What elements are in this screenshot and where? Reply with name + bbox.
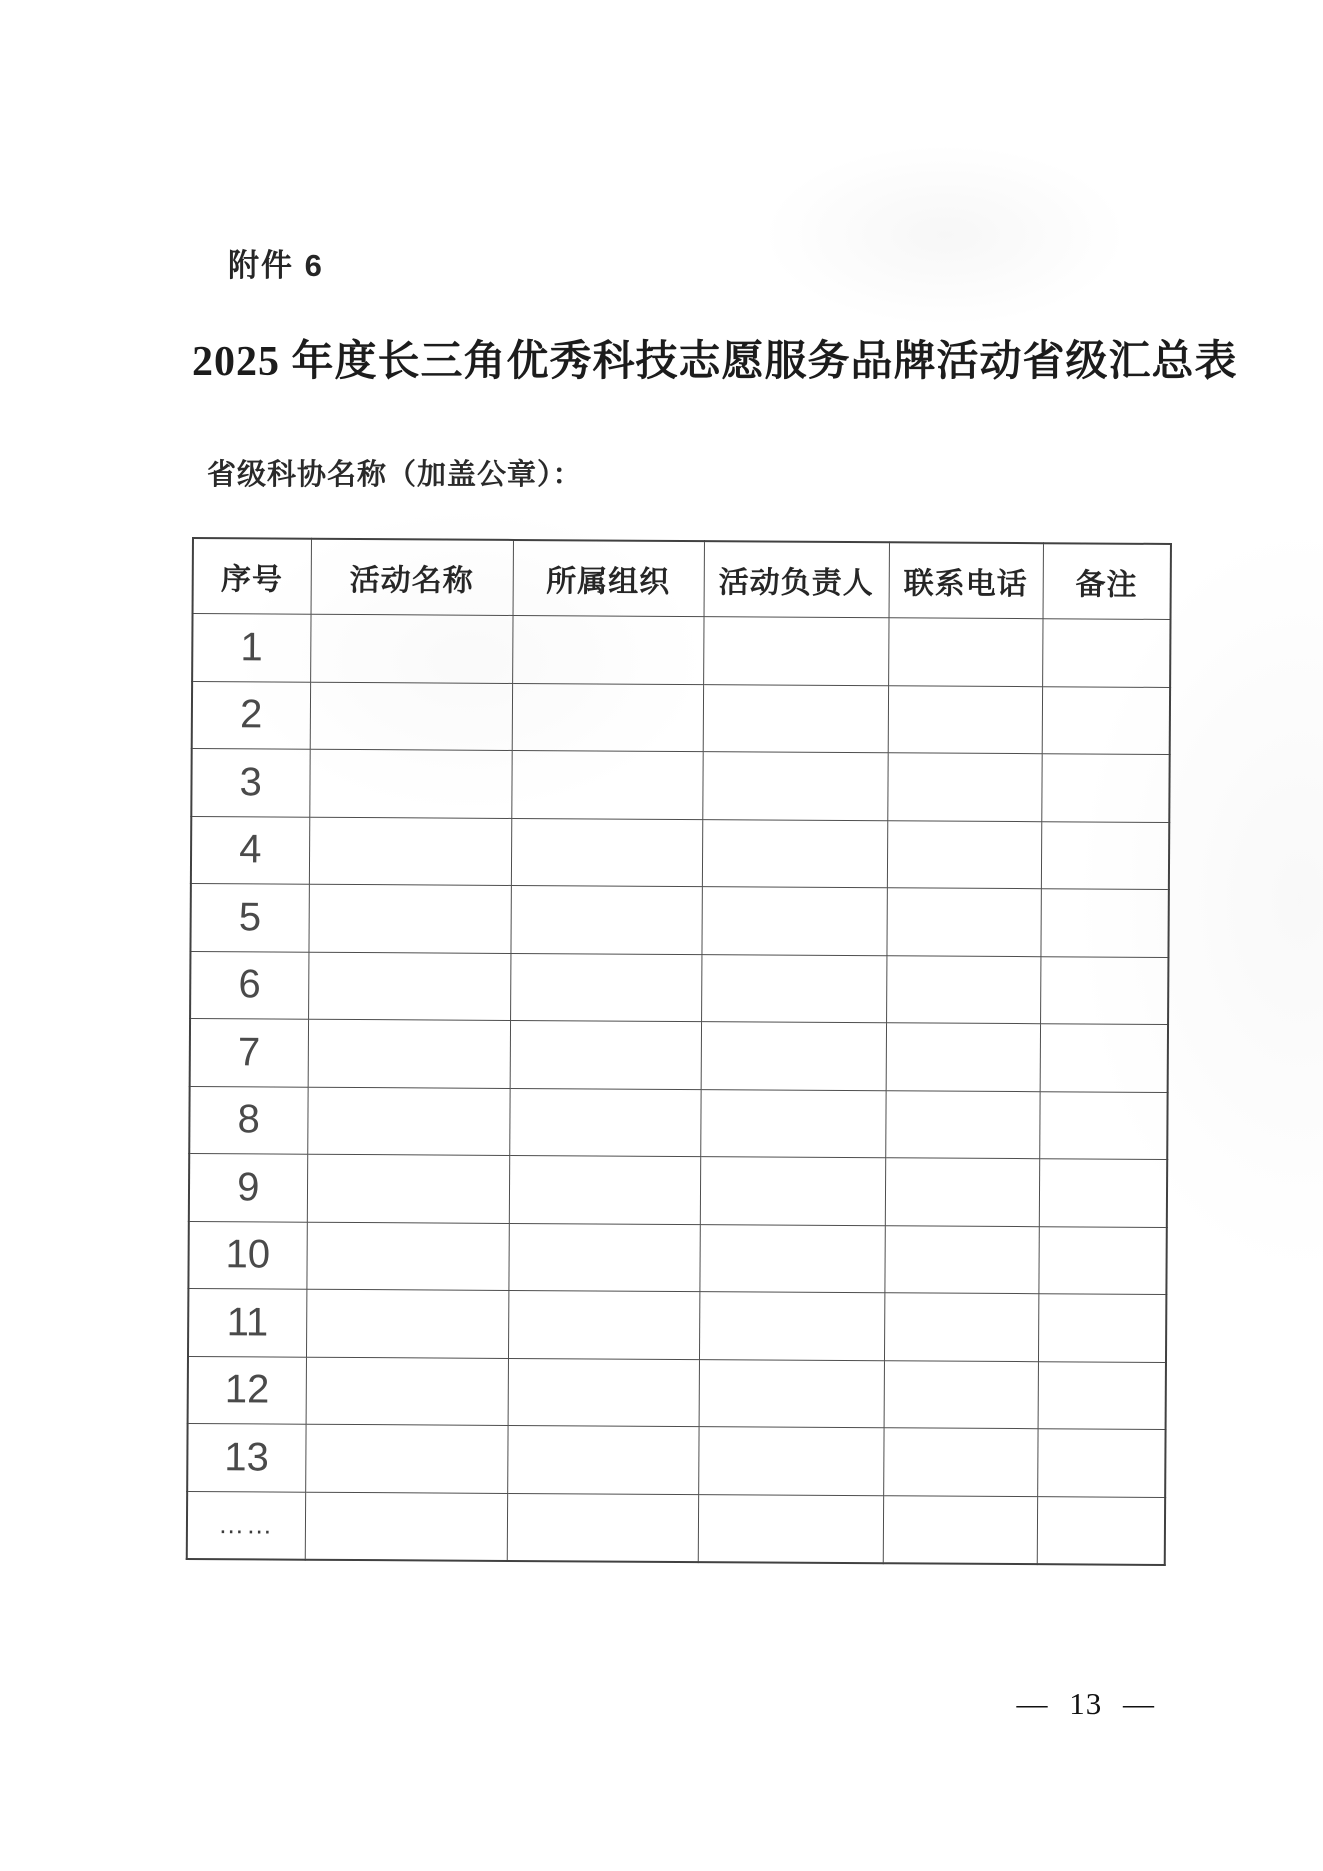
attachment-label: 附件 6 — [228, 248, 324, 283]
empty-cell — [307, 1154, 509, 1223]
empty-cell — [510, 1020, 701, 1089]
empty-cell — [308, 1019, 510, 1088]
empty-cell — [698, 1427, 883, 1496]
row-number-cell: 6 — [190, 951, 308, 1019]
empty-cell — [885, 1158, 1039, 1226]
empty-cell — [701, 887, 886, 956]
row-number-cell: 4 — [191, 816, 309, 884]
empty-cell — [885, 1090, 1039, 1158]
table-row — [189, 1086, 1167, 1159]
empty-cell — [511, 750, 702, 819]
empty-cell — [888, 618, 1042, 686]
empty-cell — [507, 1425, 698, 1494]
row-number-cell: 13 — [187, 1423, 305, 1491]
empty-cell — [887, 820, 1041, 888]
empty-cell — [698, 1494, 883, 1563]
col-header-phone: 联系电话 — [889, 542, 1043, 618]
empty-cell — [1041, 754, 1169, 822]
col-header-leader: 活动负责人 — [704, 541, 889, 618]
empty-cell — [699, 1359, 884, 1428]
row-number-cell: 2 — [192, 681, 310, 749]
col-header-index: 序号 — [193, 538, 311, 614]
empty-cell — [1040, 1024, 1168, 1092]
table-row — [188, 1288, 1166, 1361]
row-number-cell: 8 — [189, 1086, 307, 1154]
empty-cell — [305, 1492, 507, 1561]
empty-cell — [508, 1290, 699, 1359]
table-row — [187, 1491, 1165, 1565]
table-header-row — [193, 538, 1171, 619]
empty-cell — [888, 685, 1042, 753]
empty-cell — [699, 1292, 884, 1361]
col-header-activity-name: 活动名称 — [311, 539, 513, 616]
row-number-cell: 11 — [188, 1288, 306, 1356]
empty-cell — [703, 617, 888, 686]
page-title: 2025 年度长三角优秀科技志愿服务品牌活动省级汇总表 — [192, 339, 1238, 385]
row-number-cell: 10 — [188, 1221, 306, 1289]
table-row — [192, 681, 1170, 754]
empty-cell — [1042, 619, 1170, 687]
empty-cell — [308, 952, 510, 1021]
empty-cell — [886, 888, 1040, 956]
empty-cell — [1039, 1091, 1167, 1159]
empty-cell — [310, 614, 512, 683]
page-number: — 13 — — [1016, 1686, 1155, 1721]
col-header-organization: 所属组织 — [513, 540, 704, 617]
empty-cell — [306, 1289, 508, 1358]
empty-cell — [701, 1022, 886, 1091]
row-number-cell: 9 — [189, 1153, 307, 1221]
empty-cell — [308, 884, 510, 953]
table-row — [191, 816, 1169, 889]
empty-cell — [507, 1493, 698, 1562]
empty-cell — [508, 1223, 699, 1292]
empty-cell — [1041, 821, 1169, 889]
empty-cell — [1038, 1361, 1166, 1429]
empty-cell — [306, 1357, 508, 1426]
empty-cell — [1039, 1159, 1167, 1227]
empty-cell — [702, 819, 887, 888]
empty-cell — [884, 1225, 1038, 1293]
empty-cell — [508, 1358, 699, 1427]
empty-cell — [309, 749, 511, 818]
empty-cell — [1040, 889, 1168, 957]
table-row — [191, 749, 1169, 822]
table-row — [190, 1018, 1168, 1091]
empty-cell — [310, 682, 512, 751]
row-number-cell: 1 — [192, 614, 310, 682]
table-row — [188, 1221, 1166, 1294]
empty-cell — [703, 684, 888, 753]
table-row — [188, 1356, 1166, 1429]
table-row — [190, 883, 1168, 956]
empty-cell — [700, 1157, 885, 1226]
empty-cell — [700, 1089, 885, 1158]
empty-cell — [699, 1224, 884, 1293]
empty-cell — [1037, 1429, 1165, 1497]
empty-cell — [510, 953, 701, 1022]
empty-cell — [886, 1023, 1040, 1091]
empty-cell — [510, 885, 701, 954]
table-row — [189, 1153, 1167, 1226]
empty-cell — [883, 1428, 1037, 1496]
row-number-cell: …… — [187, 1491, 305, 1560]
empty-cell — [1037, 1496, 1165, 1565]
empty-cell — [305, 1424, 507, 1493]
col-header-remarks: 备注 — [1043, 543, 1171, 619]
empty-cell — [512, 615, 703, 684]
empty-cell — [701, 954, 886, 1023]
empty-cell — [886, 955, 1040, 1023]
empty-cell — [1038, 1294, 1166, 1362]
empty-cell — [307, 1087, 509, 1156]
summary-table — [186, 537, 1172, 1566]
seal-line-label: 省级科协名称（加盖公章）： — [207, 459, 583, 491]
empty-cell — [511, 818, 702, 887]
empty-cell — [309, 817, 511, 886]
row-number-cell: 5 — [190, 883, 308, 951]
row-number-cell: 7 — [190, 1018, 308, 1086]
table-row — [192, 614, 1170, 687]
empty-cell — [306, 1222, 508, 1291]
empty-cell — [509, 1088, 700, 1157]
empty-cell — [1042, 686, 1170, 754]
empty-cell — [1040, 956, 1168, 1024]
empty-cell — [884, 1293, 1038, 1361]
empty-cell — [887, 753, 1041, 821]
empty-cell — [884, 1360, 1038, 1428]
empty-cell — [883, 1495, 1037, 1564]
summary-table-wrapper — [186, 537, 1170, 1566]
empty-cell — [702, 752, 887, 821]
empty-cell — [512, 683, 703, 752]
row-number-cell: 12 — [188, 1356, 306, 1424]
table-row — [190, 951, 1168, 1024]
table-row — [187, 1423, 1165, 1496]
row-number-cell: 3 — [191, 749, 309, 817]
empty-cell — [509, 1155, 700, 1224]
empty-cell — [1038, 1226, 1166, 1294]
